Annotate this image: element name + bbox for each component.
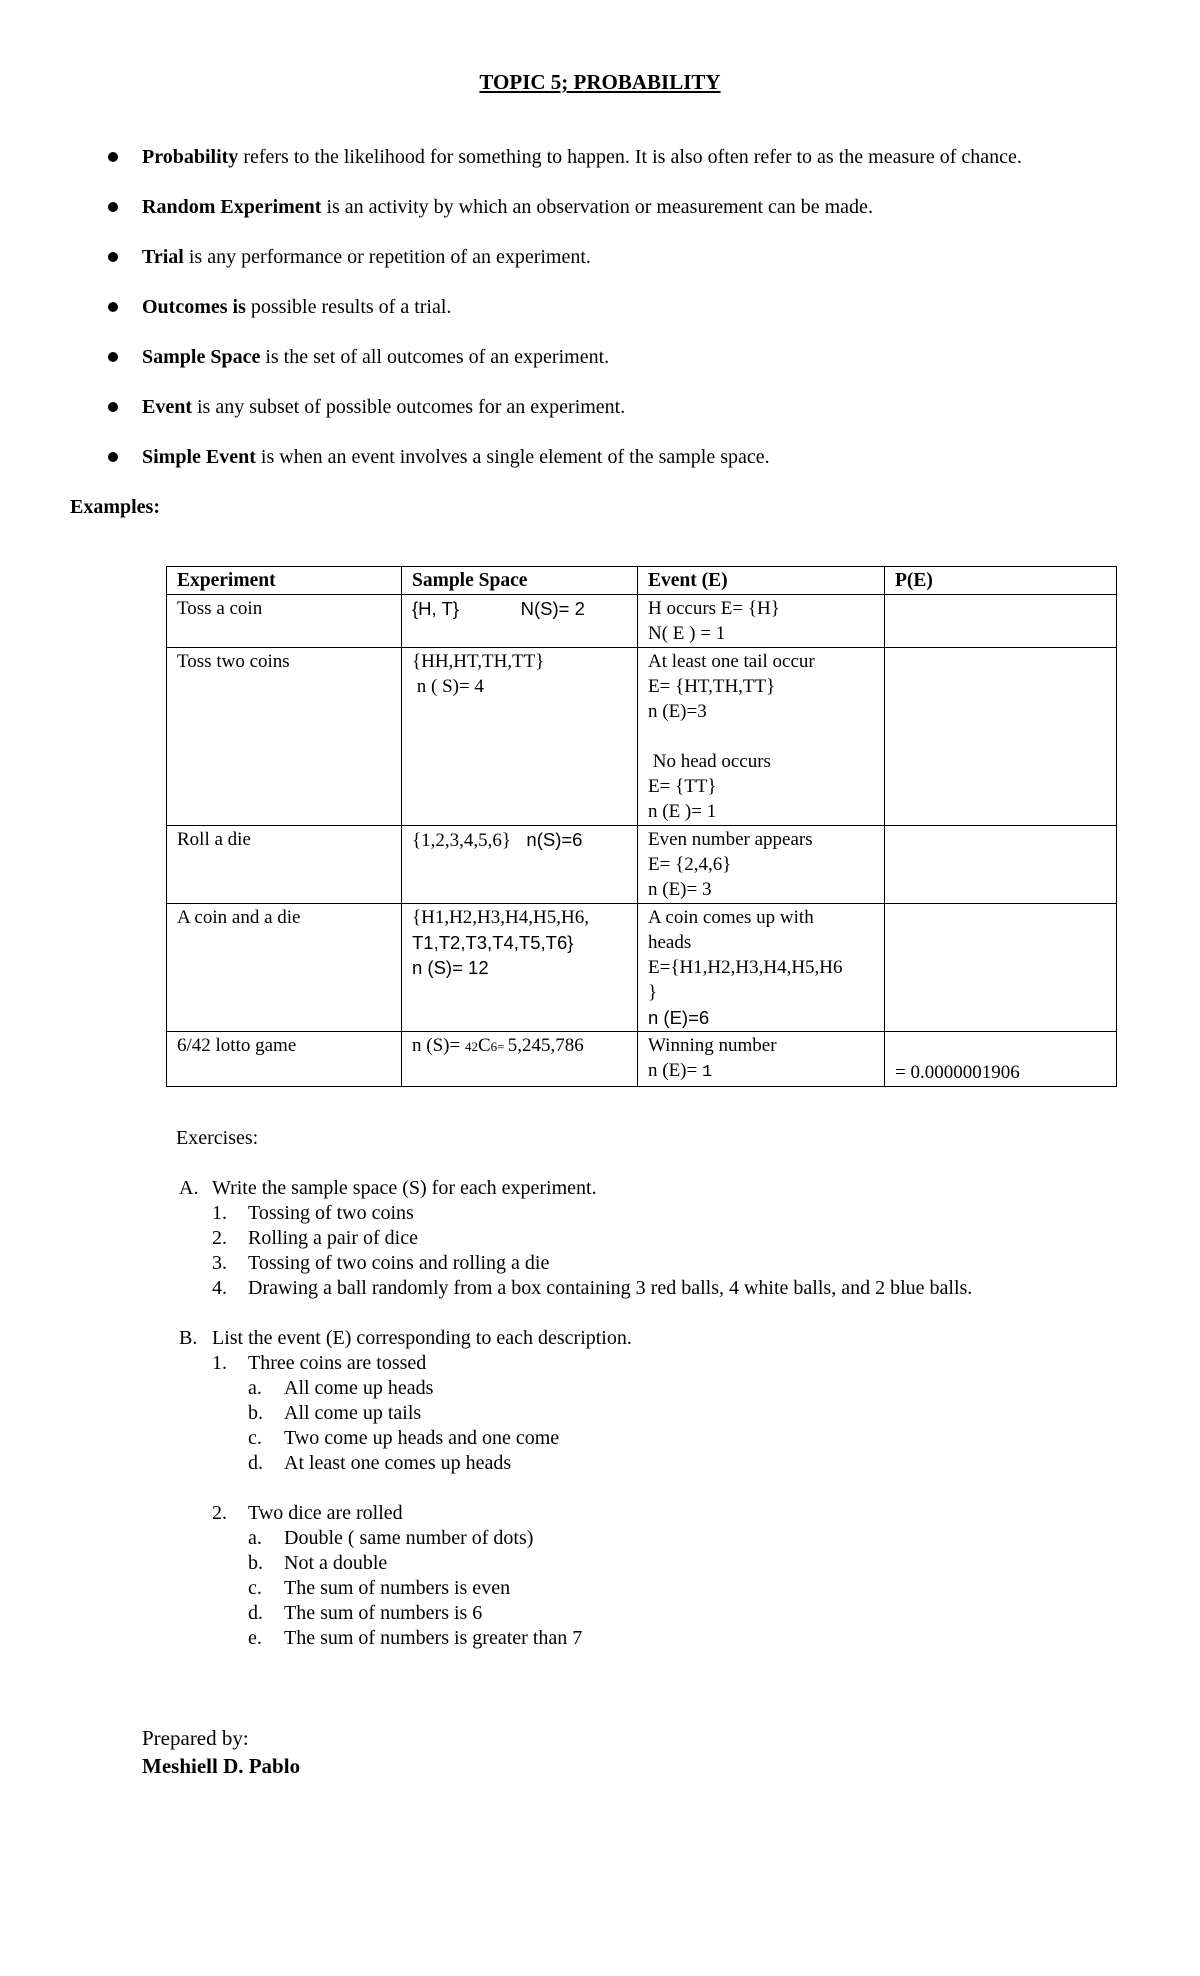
sub-text: Not a double — [284, 1552, 388, 1574]
sub-text: The sum of numbers is even — [284, 1577, 511, 1599]
definition-text: possible results of a trial. — [245, 296, 452, 318]
sample-space-line — [412, 827, 627, 853]
section-letter: B. — [179, 1327, 198, 1349]
table-header-row — [167, 567, 1117, 595]
event-cell — [638, 904, 885, 1032]
exercise-b — [176, 1326, 1136, 1651]
header-probability: P(E) — [885, 567, 1117, 595]
sub-item — [248, 1551, 1136, 1576]
examples-table — [166, 566, 1117, 1087]
sample-space-line: {HH,HT,TH,TT} — [412, 651, 545, 672]
bullet-icon — [108, 202, 118, 212]
definition-text: is an activity by which an observation or measurement can be made. — [321, 196, 873, 218]
sample-space-line: n ( S)= 4 — [412, 676, 484, 697]
sample-space-line: {H1,H2,H3,H4,H5,H6, — [412, 907, 589, 928]
sample-space-line: T1,T2,T3,T4,T5,T6} — [412, 932, 574, 953]
exercise-item — [212, 1226, 1136, 1251]
table-row — [167, 648, 1117, 826]
sub-letter: a. — [248, 1527, 262, 1549]
sub-item — [248, 1451, 1136, 1476]
event-cell — [638, 595, 885, 648]
experiment-cell: Roll a die — [167, 826, 402, 904]
sub-letter: a. — [248, 1377, 262, 1399]
definition-item — [106, 144, 1166, 194]
probability-cell — [885, 904, 1117, 1032]
event-cell — [638, 1032, 885, 1087]
sub-letter: d. — [248, 1452, 263, 1474]
sample-space-cell — [402, 595, 638, 648]
item-text: Three coins are tossed — [248, 1352, 427, 1374]
bullet-icon — [108, 402, 118, 412]
sub-letter: d. — [248, 1602, 263, 1624]
exercise-item — [212, 1351, 1136, 1476]
combination-equals: = — [497, 1039, 508, 1054]
table-row — [167, 904, 1117, 1032]
sub-letter: e. — [248, 1627, 262, 1649]
header-experiment: Experiment — [167, 567, 402, 595]
item-text: Rolling a pair of dice — [248, 1227, 418, 1249]
bullet-icon — [108, 302, 118, 312]
item-text: Two dice are rolled — [248, 1502, 403, 1524]
definition-item — [106, 344, 1166, 394]
sub-item — [248, 1426, 1136, 1451]
experiment-cell: Toss a coin — [167, 595, 402, 648]
author-name: Meshiell D. Pablo — [142, 1754, 301, 1778]
event-line: E= {HT,TH,TT} — [648, 676, 776, 697]
definition-item — [106, 294, 1166, 344]
sub-letter: c. — [248, 1577, 262, 1599]
bullet-icon — [108, 452, 118, 462]
section-letter: A. — [179, 1177, 199, 1199]
probability-cell: = 0.0000001906 — [885, 1032, 1117, 1087]
event-line: E= {2,4,6} — [648, 854, 732, 875]
bullet-icon — [108, 152, 118, 162]
exercise-a — [176, 1176, 1136, 1301]
event-line: H occurs E= {H} — [648, 598, 780, 619]
sample-space-cell — [402, 648, 638, 826]
exercise-item — [212, 1251, 1136, 1276]
sample-space-count: n(S)=6 — [511, 829, 583, 850]
bullet-icon — [108, 252, 118, 262]
table-row — [167, 1032, 1117, 1087]
prepared-by-block — [142, 1724, 300, 1780]
event-line: A coin comes up with — [648, 907, 814, 928]
event-cell — [638, 648, 885, 826]
sub-text: Two come up heads and one come — [284, 1427, 560, 1449]
item-number: 2. — [212, 1227, 227, 1249]
event-line: n (E)=6 — [648, 1007, 710, 1028]
event-line: n (E )= 1 — [648, 801, 717, 822]
definition-term: Event — [142, 396, 192, 418]
prepared-by-label: Prepared by: — [142, 1726, 249, 1750]
sample-space-line: {H, T} N(S)= 2 — [412, 598, 585, 619]
probability-cell — [885, 648, 1117, 826]
event-line — [648, 1058, 874, 1085]
probability-cell — [885, 595, 1117, 648]
table-row — [167, 595, 1117, 648]
sample-space-cell — [402, 826, 638, 904]
event-cell — [638, 826, 885, 904]
experiment-cell: Toss two coins — [167, 648, 402, 826]
sample-space-value: 5,245,786 — [507, 1035, 584, 1056]
event-line: E= {TT} — [648, 776, 717, 797]
event-line: No head occurs — [648, 751, 771, 772]
section-instruction: Write the sample space (S) for each experiment. — [212, 1177, 597, 1199]
sub-text: All come up heads — [284, 1377, 434, 1399]
exercise-item — [212, 1276, 1136, 1301]
item-text: Drawing a ball randomly from a box containing 3 red balls, 4 white balls, and 2 blue balls. — [248, 1277, 973, 1299]
probability-cell — [885, 826, 1117, 904]
item-number: 1. — [212, 1202, 227, 1224]
definition-term: Outcomes is — [142, 296, 246, 318]
page-title: TOPIC 5; PROBABILITY — [479, 70, 721, 94]
definition-text: is any subset of possible outcomes for an experiment. — [192, 396, 626, 418]
sub-item — [248, 1576, 1136, 1601]
definition-text: is any performance or repetition of an experiment. — [183, 246, 591, 268]
combination-n: 42 — [464, 1039, 478, 1054]
definition-term: Sample Space — [142, 346, 261, 368]
experiment-cell: 6/42 lotto game — [167, 1032, 402, 1087]
definition-term: Probability — [142, 146, 239, 168]
sub-item — [248, 1626, 1136, 1651]
bullet-icon — [108, 352, 118, 362]
item-number: 1. — [212, 1352, 227, 1374]
section-instruction: List the event (E) corresponding to each description. — [212, 1327, 632, 1349]
examples-heading: Examples: — [70, 496, 160, 518]
item-number: 4. — [212, 1277, 227, 1299]
sub-letter: b. — [248, 1402, 263, 1424]
definition-item — [106, 394, 1166, 444]
sample-space-prefix: n (S)= — [412, 1035, 465, 1056]
definition-text: is when an event involves a single element of the sample space. — [255, 446, 770, 468]
event-line: n (E)=3 — [648, 701, 707, 722]
item-number: 2. — [212, 1502, 227, 1524]
event-line: Winning number — [648, 1035, 777, 1056]
definition-term: Simple Event — [142, 446, 256, 468]
event-line: Even number appears — [648, 829, 813, 850]
item-text: Tossing of two coins and rolling a die — [248, 1252, 550, 1274]
spacer — [212, 1476, 1136, 1501]
sub-item — [248, 1526, 1136, 1551]
sub-text: Double ( same number of dots) — [284, 1527, 534, 1549]
definition-text: refers to the likelihood for something to happen. It is also often refer to as the measure of chance. — [238, 146, 1022, 168]
experiment-cell: A coin and a die — [167, 904, 402, 1032]
sub-item — [248, 1601, 1136, 1626]
definition-item — [106, 194, 1166, 244]
sub-letter: c. — [248, 1427, 262, 1449]
definitions-list — [106, 144, 1166, 494]
event-line: N( E ) = 1 — [648, 623, 726, 644]
sub-text: At least one comes up heads — [284, 1452, 512, 1474]
exercises-section — [176, 1126, 1136, 1651]
table-row — [167, 826, 1117, 904]
exercises-title: Exercises: — [176, 1127, 259, 1149]
event-line: n (E)= 3 — [648, 879, 712, 900]
definition-term: Trial — [142, 246, 184, 268]
event-line: } — [648, 982, 658, 1003]
event-line: heads — [648, 932, 692, 953]
event-count-value: 1 — [701, 1063, 713, 1082]
exercise-item — [212, 1501, 1136, 1651]
sample-space-set: {1,2,3,4,5,6} — [412, 830, 511, 851]
sample-space-line: n (S)= 12 — [412, 957, 489, 978]
definition-item — [106, 244, 1166, 294]
sub-text: The sum of numbers is greater than 7 — [284, 1627, 583, 1649]
combination-c: C — [477, 1035, 491, 1056]
definition-text: is the set of all outcomes of an experiment. — [260, 346, 610, 368]
item-number: 3. — [212, 1252, 227, 1274]
definition-term: Random Experiment — [142, 196, 322, 218]
header-sample-space: Sample Space — [402, 567, 638, 595]
event-count-prefix: n (E)= — [648, 1060, 702, 1081]
sub-letter: b. — [248, 1552, 263, 1574]
definition-item — [106, 444, 1166, 494]
sample-space-cell — [402, 1032, 638, 1087]
sub-text: All come up tails — [284, 1402, 422, 1424]
sub-item — [248, 1401, 1136, 1426]
item-text: Tossing of two coins — [248, 1202, 414, 1224]
combination-r: 6 — [490, 1039, 498, 1054]
sample-space-cell — [402, 904, 638, 1032]
exercise-item — [212, 1201, 1136, 1226]
event-line-blank — [648, 724, 874, 749]
event-line: At least one tail occur — [648, 651, 815, 672]
sub-text: The sum of numbers is 6 — [284, 1602, 483, 1624]
header-event: Event (E) — [638, 567, 885, 595]
sub-item — [248, 1376, 1136, 1401]
event-line: E={H1,H2,H3,H4,H5,H6 — [648, 957, 843, 978]
